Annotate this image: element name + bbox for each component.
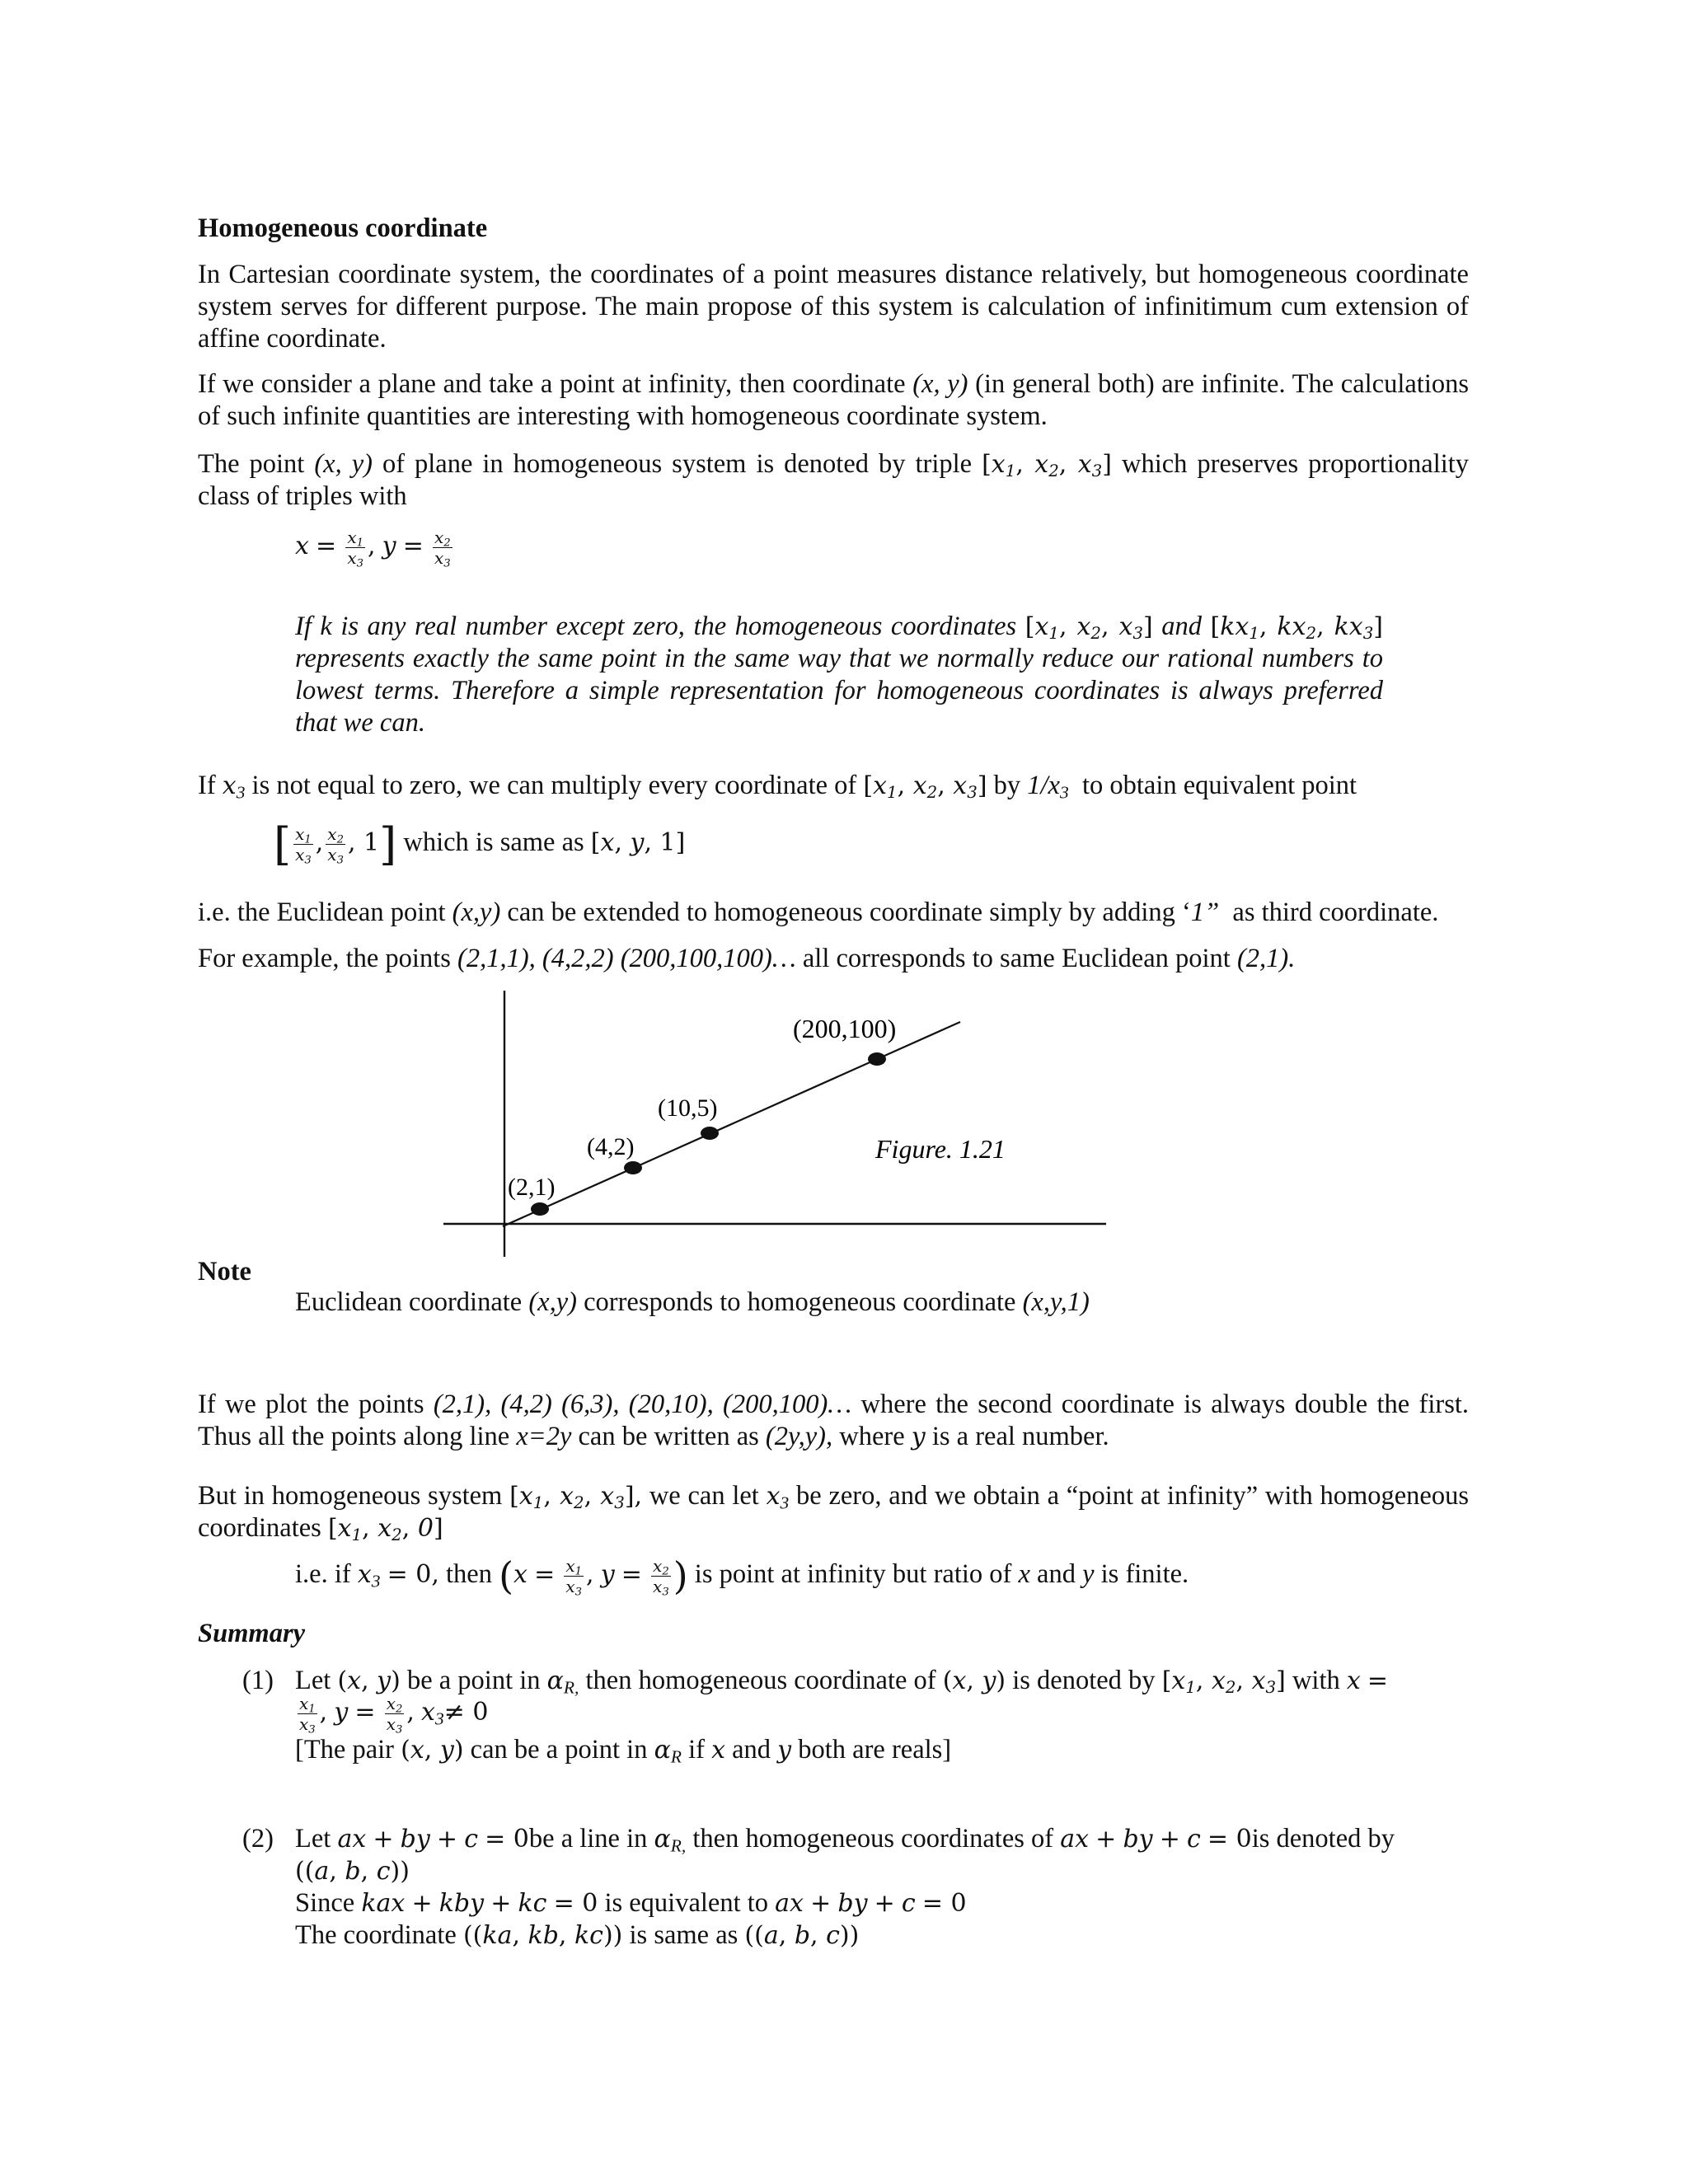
equation-ratio: x = $\frac{x_1}{x_3}$ , y = $\frac{x_2}{x_3}$ bbox=[295, 527, 451, 570]
paragraph-intro: In Cartesian coordinate system, the coordinates of a point measures distance relatively, but homogeneous coordinate system serves for different purpose. The main propose of this system is calculation of infinitimum cum extension of affine coordinate. bbox=[198, 260, 1469, 354]
figure-line bbox=[503, 1022, 960, 1226]
section-heading: Homogeneous coordinate bbox=[198, 213, 488, 243]
summary-title: Summary bbox=[198, 1619, 306, 1648]
paragraph-extension: i.e. the Euclidean point (x,y) can be extended to homogeneous coordinate simply by adding ‘1” as third coordinate. bbox=[198, 898, 1439, 927]
quote-block: If k is any real number except zero, the homogeneous coordinates [$x_1$, $x_2$, $x_3$] and [$kx_1$, $kx_2$, $kx_3$] represents exactly the same point in the same way that we normally reduce our rational numbers to lowest terms. Therefore a simple representation for homogeneous coordinates is always preferred that we can. bbox=[295, 612, 1383, 738]
paragraph-infinity-ratio: i.e. if $x_3 = 0$, then (x = $\frac{x_1}{x_3}$ , y = $\frac{x_2}{x_3}$ ) is point at infinity but ratio of x and y is finite. bbox=[295, 1554, 1189, 1599]
note-text: Euclidean coordinate (x,y) corresponds to homogeneous coordinate (x,y,1) bbox=[295, 1287, 1090, 1317]
figure-point-200-100 bbox=[868, 1052, 886, 1066]
paragraph-plot: If we plot the points (2,1), (4,2) (6,3), (20,10), (200,100)… where the second coordinate is always double the first. Thus all the points along line x=2y can be written as (2y,y), where y is a real number. bbox=[198, 1390, 1470, 1451]
paragraph-multiply: If $x_3$ is not equal to zero, we can multiply every coordinate of [$x_1$, $x_2$, $x_3$] by $1/x_3$ to obtain equivalent point bbox=[198, 771, 1357, 803]
paragraph-triple: The point (x, y) of plane in homogeneous system is denoted by triple [$x_1$, $x_2$, $x_3$] which preserves proportionality class of triples with bbox=[198, 449, 1470, 511]
figure-point-10-5 bbox=[701, 1127, 719, 1140]
figure-label-2-1: (2,1) bbox=[508, 1174, 556, 1201]
figure-point-4-2 bbox=[624, 1161, 642, 1174]
paragraph-example: For example, the points (2,1,1), (4,2,2) (200,100,100)… all corresponds to same Euclidean point (2,1). bbox=[198, 944, 1296, 973]
figure-point-2-1 bbox=[531, 1202, 549, 1216]
figure-label-200-100: (200,100) bbox=[793, 1014, 897, 1043]
figure-label-4-2: (4,2) bbox=[587, 1133, 635, 1160]
summary-item-2: (2) Let ax + by + c = 0be a line in $\alpha_{R,}$ then homogeneous coordinates of ax + by + c = 0is denoted by ((a, b, c)) Since kax + kby + kc = 0 is equivalent to ax + by + c = 0 The coordinate ((ka, kb, kc)) is same as ((a, b, c)) bbox=[242, 1824, 1395, 1950]
figure-homogeneous-line bbox=[429, 981, 1121, 1269]
figure-label-10-5: (10,5) bbox=[658, 1094, 718, 1122]
paragraph-point-at-infinity: But in homogeneous system [$x_1$, $x_2$, $x_3$], we can let $x_3$ be zero, and we obtain a “point at infinity” with homogeneous coordinates [$x_1$, $x_2$, 0] bbox=[198, 1481, 1469, 1544]
summary-item-1: (1) Let (x, y) be a point in $\alpha_{R,}$ then homogeneous coordinate of (x, y) is denoted by [$x_1$, $x_2$, $x_3$] with x = $\frac{x_1}{x_3}$ , y = $\frac{x_2}{x_3}$ , $x_3\ne 0$ [The pair (x, y) can be a point in $\alpha_R$ if x and y both are reals] bbox=[242, 1666, 1389, 1767]
note-title: Note bbox=[198, 1257, 251, 1286]
paragraph-infinity: If we consider a plane and take a point at infinity, then coordinate (x, y) (in general both) are infinite. The calculations of such infinite quantities are interesting with homogeneous coordinate system. bbox=[198, 369, 1470, 431]
figure-caption: Figure. 1.21 bbox=[875, 1134, 1006, 1164]
equation-equivalent-point: [ $\frac{x_1}{x_3}$ , $\frac{x_2}{x_3}$ , 1] which is same as [x, y, 1] bbox=[274, 818, 686, 870]
